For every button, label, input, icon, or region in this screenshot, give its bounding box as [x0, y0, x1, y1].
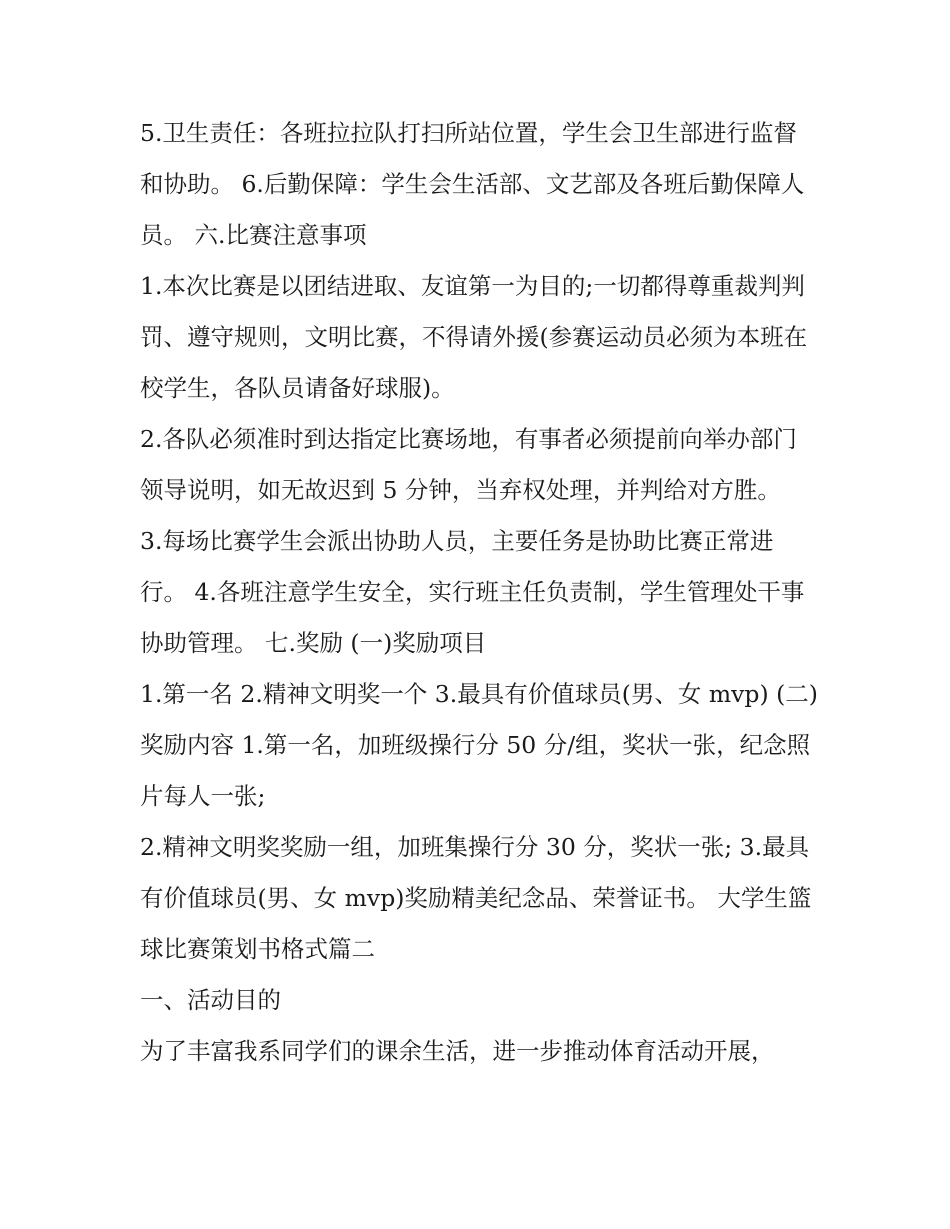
- document-body: [140, 108, 820, 1077]
- paragraph-awards-items: 1.第一名 2.精神文明奖一个 3.最具有价值球员(男、女 mvp) (二)奖励内容 1.第一名，加班级操行分 50 分/组，奖状一张，纪念照片每人一张;: [140, 680, 818, 810]
- paragraph-hygiene-logistics: 5.卫生责任：各班拉拉队打扫所站位置，学生会卫生部进行监督和协助。 6.后勤保障：学生会生活部、文艺部及各班后勤保障人员。 六.比赛注意事项: [140, 119, 805, 249]
- paragraph-rule-1: 1.本次比赛是以团结进取、友谊第一为目的;一切都得尊重裁判判罚、遵守规则，文明比赛，不得请外援(参赛运动员必须为本班在校学生，各队员请备好球服)。: [140, 272, 808, 402]
- paragraph-rule-3-4: 3.每场比赛学生会派出协助人员，主要任务是协助比赛正常进行。 4.各班注意学生安全，实行班主任负责制，学生管理处干事协助管理。 七.奖励 (一)奖励项目: [140, 527, 805, 657]
- paragraph-rule-2: 2.各队必须准时到达指定比赛场地，有事者必须提前向举办部门领导说明，如无故迟到 5 分钟，当弃权处理，并判给对方胜。: [140, 425, 797, 504]
- paragraph-awards-content: 2.精神文明奖奖励一组，加班集操行分 30 分，奖状一张; 3.最具有价值球员(男、女 mvp)奖励精美纪念品、荣誉证书。 大学生篮球比赛策划书格式篇二: [140, 833, 812, 963]
- section-heading-purpose: 一、活动目的: [140, 986, 281, 1014]
- paragraph-purpose: 为了丰富我系同学们的课余生活，进一步推动体育活动开展，: [140, 1037, 775, 1065]
